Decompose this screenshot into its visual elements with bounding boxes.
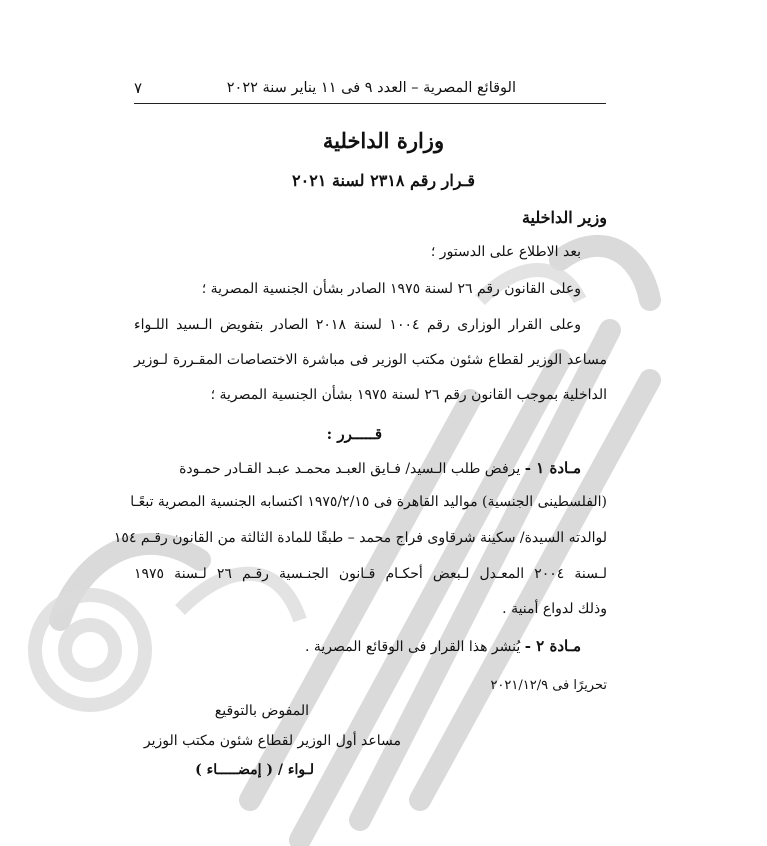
preamble-line: مساعد الوزير لقطاع شئون مكتب الوزير فى مباشرة الاختصاصات المقـررة لـوزير — [134, 352, 607, 368]
running-header: الوقائع المصرية – العدد ٩ فى ١١ يناير سنة ٢٠٢٢ — [226, 80, 516, 96]
date-line: تحريرًا فى ٢٠٢١/١٢/٩ — [490, 678, 607, 693]
decree-title: قـرار رقم ٢٣١٨ لسنة ٢٠٢١ — [292, 171, 475, 190]
preamble-line: بعد الاطلاع على الدستور ؛ — [430, 244, 581, 260]
preamble-line: الداخلية بموجب القانون رقم ٢٦ لسنة ١٩٧٥ بشأن الجنسية المصرية ؛ — [210, 387, 607, 403]
ministry-title: وزارة الداخلية — [322, 128, 445, 153]
article-1-line: وذلك لدواع أمنية . — [502, 601, 607, 617]
preamble-line: وعلى القرار الوزارى رقم ١٠٠٤ لسنة ٢٠١٨ الصادر بتفويض الـسيد اللـواء — [134, 317, 581, 333]
minister-heading: وزير الداخلية — [521, 208, 607, 227]
article-2-text: يُنشر هذا القرار فى الوقائع المصرية . — [304, 639, 521, 655]
preamble-line: وعلى القانون رقم ٢٦ لسنة ١٩٧٥ الصادر بشأن الجنسية المصرية ؛ — [201, 281, 581, 297]
article-2-label: مـادة ٢ - — [524, 637, 581, 655]
article-1-line: لـسنة ٢٠٠٤ المعـدل لـبعض أحكـام قـانون الجنـسية رقـم ٢٦ لـسنة ١٩٧٥ — [134, 566, 607, 582]
article-1-line: (الفلسطينى الجنسية) مواليد القاهرة فى ١٩٧٥/٢/١٥ اكتسابه الجنسية المصرية تبعًـا — [130, 494, 607, 510]
article-1-text: يرفض طلب الـسيد/ فـايق العبـد محمـد عبـد القـادر حمـودة — [179, 461, 521, 477]
signature-delegated: المفوض بالتوقيع — [214, 703, 309, 719]
article-1-label: مـادة ١ - — [524, 459, 581, 477]
article-2-line — [134, 637, 581, 655]
decides-label: قـــــرر : — [326, 425, 382, 443]
article-1-line: لوالدته السيدة/ سكينة شرقاوى فراج محمد – طبقًا للمادة الثالثة من القانون رقـم ١٥٤ — [113, 530, 607, 546]
article-1-line — [134, 459, 581, 477]
page-number: ٧ — [134, 79, 143, 97]
signature-rank: لـواء / ( إمضـــــاء ) — [195, 762, 314, 778]
signature-position: مساعد أول الوزير لقطاع شئون مكتب الوزير — [143, 733, 401, 749]
running-header-bar — [134, 77, 606, 104]
